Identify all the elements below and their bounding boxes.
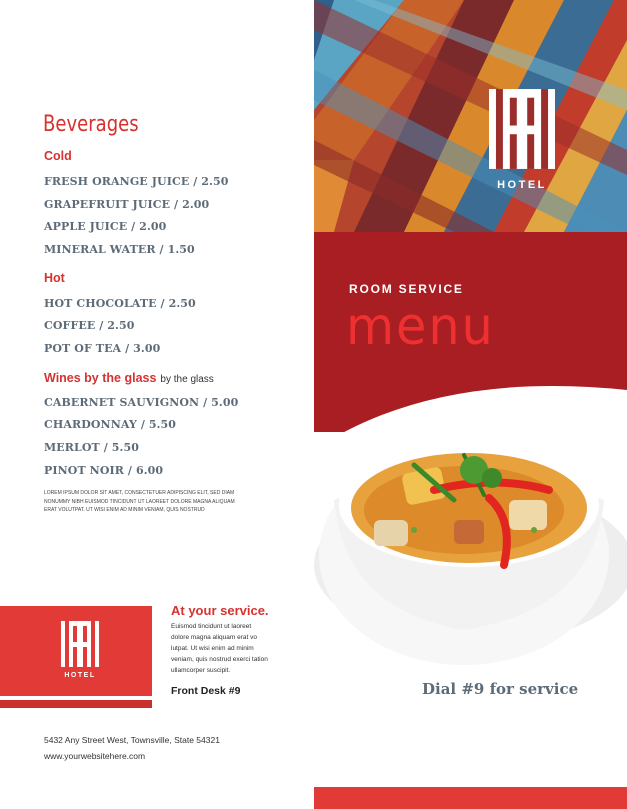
menu-item: CABERNET SAUVIGNON / 5.00 bbox=[44, 396, 239, 409]
website-link[interactable]: www.yourwebsitehere.com bbox=[44, 751, 146, 761]
wines-heading-sublabel: by the glass bbox=[160, 374, 214, 385]
wines-heading bbox=[44, 371, 214, 385]
menu-item: MERLOT / 5.50 bbox=[44, 441, 139, 454]
menu-item: HOT CHOCOLATE / 2.50 bbox=[44, 297, 196, 310]
menu-title: menu bbox=[346, 297, 495, 357]
menu-item: APPLE JUICE / 2.00 bbox=[44, 220, 167, 233]
menu-item: FRESH ORANGE JUICE / 2.50 bbox=[44, 175, 229, 188]
hot-heading: Hot bbox=[44, 271, 65, 285]
menu-item: POT OF TEA / 3.00 bbox=[44, 342, 161, 355]
bottom-accent-bar bbox=[314, 787, 627, 809]
curry-bowl-image bbox=[314, 380, 627, 780]
cold-heading: Cold bbox=[44, 149, 72, 163]
menu-item: PINOT NOIR / 6.00 bbox=[44, 464, 164, 477]
hotel-logo-icon bbox=[61, 621, 99, 667]
address: 5432 Any Street West, Townsville, State 54321 bbox=[44, 735, 220, 745]
footer-logo-label: HOTEL bbox=[64, 672, 96, 679]
beverages-title: Beverages bbox=[43, 112, 139, 137]
menu-footnote: LOREM IPSUM DOLOR SIT AMET, CONSECTETUER ADIPISCING ELIT, SED DIAM NONUMMY NIBH EUISMOD TINCIDUNT UT LAOREET DOLORE MAGNA ALIQUAM ERAT VOLUTPAT. UT WISI ENIM AD MINIM VENIAM, QUIS NOSTRUD bbox=[44, 490, 235, 513]
geometric-pattern bbox=[314, 0, 627, 232]
service-title: At your service. bbox=[171, 603, 269, 618]
dial-for-service: Dial #9 for service bbox=[422, 680, 579, 698]
footer-logo-underbar bbox=[0, 700, 152, 708]
room-service-label: ROOM SERVICE bbox=[349, 282, 464, 296]
menu-item: GRAPEFRUIT JUICE / 2.00 bbox=[44, 198, 210, 211]
cover-panel bbox=[314, 0, 627, 809]
menu-item: CHARDONNAY / 5.50 bbox=[44, 418, 177, 431]
wines-heading-label: Wines by the glass bbox=[44, 371, 157, 385]
cover-logo-label: HOTEL bbox=[497, 179, 547, 191]
menu-item: MINERAL WATER / 1.50 bbox=[44, 243, 195, 256]
service-body: Euismod tincidunt ut laoreet dolore magna aliquam erat vo lutpat. Ut wisi enim ad minim veniam, quis nostrud exerci tation ullamcorper suscipit. bbox=[171, 623, 268, 674]
front-desk: Front Desk #9 bbox=[171, 685, 241, 697]
hotel-logo-icon bbox=[489, 89, 555, 169]
menu-item: COFFEE / 2.50 bbox=[44, 319, 135, 332]
